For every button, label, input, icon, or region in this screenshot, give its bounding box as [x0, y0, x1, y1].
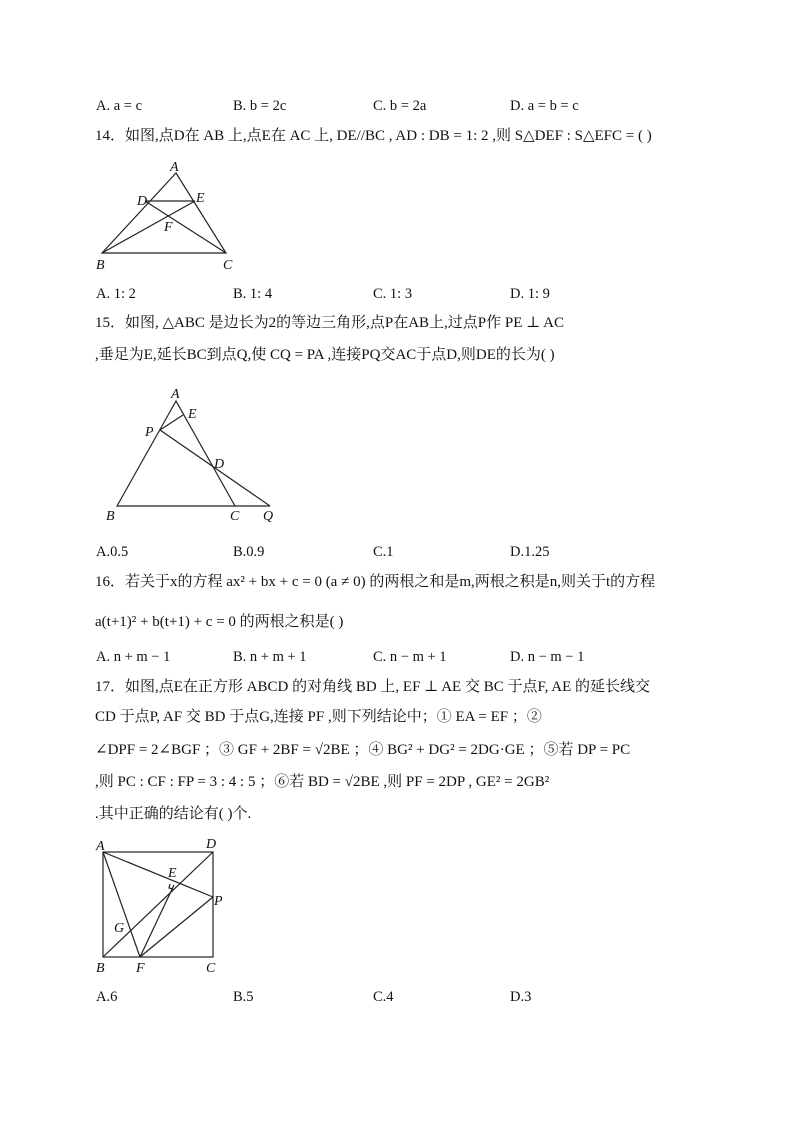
label-b: B [96, 961, 105, 976]
label-a: A [170, 160, 179, 175]
q17-stem-line1: 17．如图,点E在正方形 ABCD 的对角线 BD 上, EF ⊥ AE 交 BC 于点F, AE 的延长线交 [95, 679, 651, 695]
q15-stem-line1: 15．如图, △ABC 是边长为2的等边三角形,点P在AB上,过点P作 PE ⊥ AC [95, 315, 565, 331]
q16-option-a: A. n + m − 1 [96, 649, 171, 665]
q17-option-a: A.6 [96, 989, 118, 1005]
q17-option-c: C.4 [373, 989, 394, 1005]
label-e: E [196, 191, 205, 206]
label-d: D [137, 194, 148, 209]
q14-option-c: C. 1: 3 [373, 286, 413, 302]
q15-option-c: C.1 [373, 544, 394, 560]
label-b: B [96, 258, 105, 273]
right-angle-mark-e [169, 884, 173, 889]
q17-option-b: B.5 [233, 989, 254, 1005]
label-d: D [214, 457, 225, 472]
q16-stem-line1: 16．若关于x的方程 ax² + bx + c = 0 (a ≠ 0) 的两根之和是m,两根之积是n,则关于t的方程 [95, 574, 656, 590]
label-q: Q [263, 509, 274, 524]
q16-stem-line2: a(t+1)² + b(t+1) + c = 0 的两根之积是( ) [95, 614, 344, 630]
label-a: A [171, 387, 180, 402]
q15-stem-line2: ,垂足为E,延长BC到点Q,使 CQ = PA ,连接PQ交AC于点D,则DE的长为( ) [95, 347, 555, 363]
label-c: C [223, 258, 233, 273]
label-a: A [96, 839, 105, 854]
q16-option-b: B. n + m + 1 [233, 649, 307, 665]
segment-ap [103, 852, 213, 897]
q17-stem-line3: ∠DPF = 2∠BGF ；③ GF + 2BF = √2BE ；④ BG² + DG² = 2DG·GE ；⑤若 DP = PC [95, 742, 631, 758]
q14-option-a: A. 1: 2 [96, 286, 136, 302]
q17-stem-line5: .其中正确的结论有( )个. [95, 806, 252, 822]
label-g: G [114, 921, 125, 936]
q17-stem-line4: ,则 PC : CF : FP = 3 : 4 : 5 ；⑥若 BD = √2BE ,则 PF = 2DP , GE² = 2GB² [95, 774, 550, 790]
q16-option-c: C. n − m + 1 [373, 649, 447, 665]
label-e: E [168, 866, 177, 881]
label-f: F [164, 220, 173, 235]
q13-option-c: C. b = 2a [373, 98, 427, 114]
label-b: B [106, 509, 115, 524]
label-f: F [136, 961, 145, 976]
q14-stem: 14．如图,点D在 AB 上,点E在 AC 上, DE//BC , AD : DB = 1: 2 ,则 S△DEF : S△EFC = ( ) [95, 128, 652, 144]
q15-option-d: D.1.25 [510, 544, 550, 560]
label-e: E [188, 407, 197, 422]
q16-option-d: D. n − m − 1 [510, 649, 585, 665]
q17-stem-line2: CD 于点P, AF 交 BD 于点G,连接 PF ,则下列结论中；① EA = EF ；② [95, 709, 542, 725]
diagonal-bd [103, 852, 213, 957]
label-c: C [230, 509, 240, 524]
q14-option-d: D. 1: 9 [510, 286, 550, 302]
q14-option-b: B. 1: 4 [233, 286, 273, 302]
label-p: P [214, 894, 223, 909]
q13-option-a: A. a = c [96, 98, 143, 114]
label-c: C [206, 961, 216, 976]
label-d: D [206, 837, 217, 852]
label-p: P [145, 425, 154, 440]
segment-ef [140, 885, 174, 957]
q15-option-b: B.0.9 [233, 544, 265, 560]
segment-pf [140, 897, 213, 957]
segment-af [103, 852, 140, 957]
q13-option-d: D. a = b = c [510, 98, 579, 114]
q13-option-b: B. b = 2c [233, 98, 287, 114]
q17-option-d: D.3 [510, 989, 532, 1005]
q15-option-a: A.0.5 [96, 544, 129, 560]
